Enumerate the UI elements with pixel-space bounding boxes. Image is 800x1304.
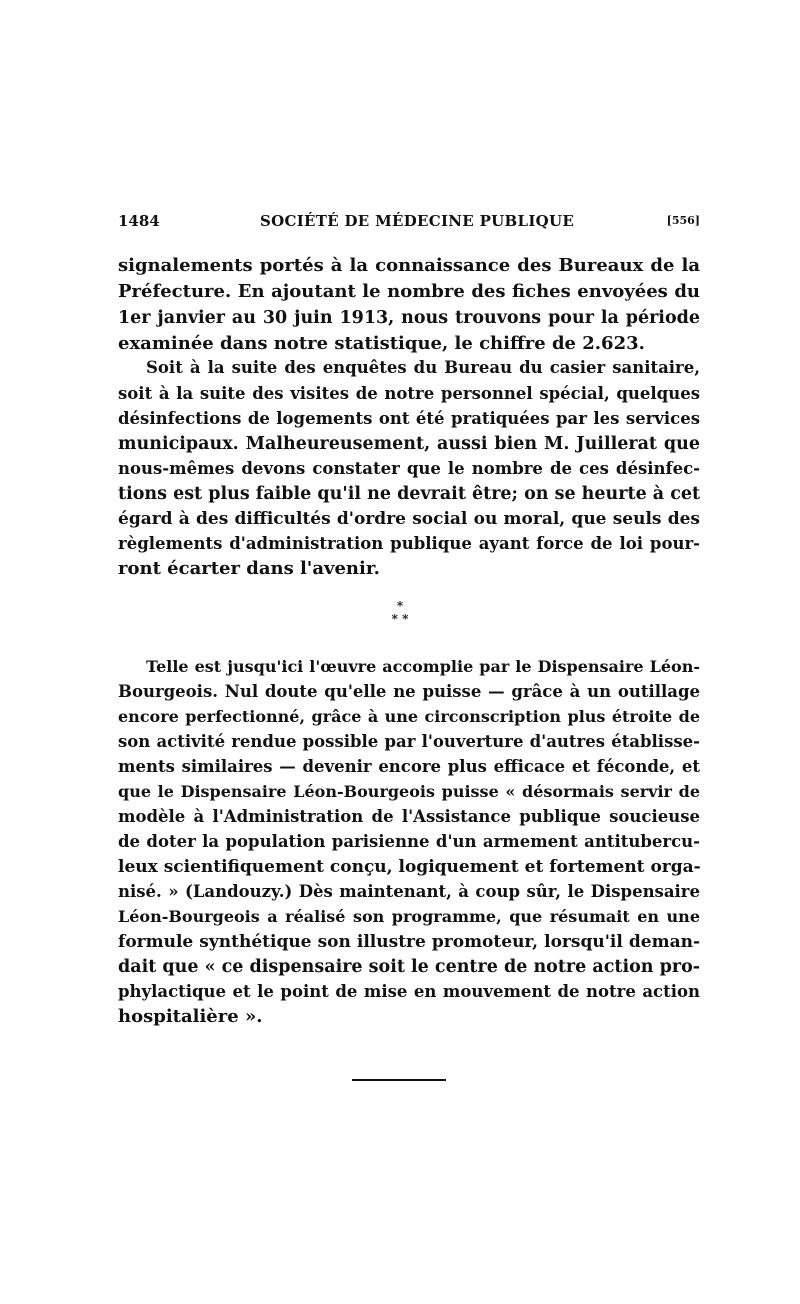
running-header — [118, 212, 700, 236]
text-line: Bourgeois. Nul doute qu'elle ne puisse — grâce à un outillage — [118, 682, 700, 701]
text-line: de doter la population parisienne d'un armement antitubercu- — [118, 832, 700, 851]
text-line: 1er janvier au 30 juin 1913, nous trouvons pour la période — [118, 308, 700, 328]
text-line: nous-mêmes devons constater que le nombre de ces désinfec- — [118, 459, 700, 478]
text-line: leux scientifiquement conçu, logiquement et fortement orga- — [118, 857, 701, 877]
text-line: phylactique et le point de mise en mouvement de notre action — [118, 982, 700, 1001]
text-line: Léon-Bourgeois a réalisé son programme, que résumait en une — [118, 907, 700, 926]
asterism-top: * — [396, 599, 404, 613]
text-line: examinée dans notre statistique, le chiffre de 2.623. — [118, 333, 645, 354]
text-line: désinfections de logements ont été pratiquées par les services — [118, 409, 700, 428]
text-line: municipaux. Malheureusement, aussi bien M. Juillerat que — [118, 434, 700, 454]
text-line: règlements d'administration publique ayant force de loi pour- — [118, 534, 700, 553]
text-line: formule synthétique son illustre promoteur, lorsqu'il deman- — [118, 932, 700, 952]
text-line: Préfecture. En ajoutant le nombre des fiches envoyées du — [118, 281, 700, 302]
text-line: son activité rendue possible par l'ouverture d'autres établisse- — [118, 732, 700, 751]
page-number: 1484 — [118, 212, 160, 230]
text-line: soit à la suite des visites de notre personnel spécial, quelques — [118, 384, 700, 403]
page-reference: [556] — [666, 214, 700, 227]
text-line: ront écarter dans l'avenir. — [118, 558, 380, 579]
end-rule — [352, 1079, 446, 1081]
text-line: égard à des difficultés d'ordre social ou moral, que seuls des — [118, 509, 700, 529]
asterism-separator — [380, 600, 420, 640]
text-line: modèle à l'Administration de l'Assistance publique soucieuse — [118, 807, 700, 826]
text-line: Telle est jusqu'ici l'œuvre accomplie par le Dispensaire Léon- — [146, 657, 700, 676]
text-line: hospitalière ». — [118, 1006, 263, 1027]
text-line: tions est plus faible qu'il ne devrait être; on se heurte à cet — [118, 484, 701, 504]
text-line: dait que « ce dispensaire soit le centre de notre action pro- — [118, 957, 700, 977]
text-line: que le Dispensaire Léon-Bourgeois puisse « désormais servir de — [118, 782, 700, 801]
text-line: ments similaires — devenir encore plus efficace et féconde, et — [118, 757, 700, 776]
running-title: SOCIÉTÉ DE MÉDECINE PUBLIQUE — [260, 212, 575, 230]
text-line: encore perfectionné, grâce à une circonscription plus étroite de — [118, 707, 700, 726]
text-line: Soit à la suite des enquêtes du Bureau du casier sanitaire, — [146, 358, 700, 377]
asterism-bottom: * * — [391, 612, 409, 626]
text-line: nisé. » (Landouzy.) Dès maintenant, à coup sûr, le Dispensaire — [118, 882, 700, 901]
text-line: signalements portés à la connaissance des Bureaux de la — [118, 255, 700, 276]
